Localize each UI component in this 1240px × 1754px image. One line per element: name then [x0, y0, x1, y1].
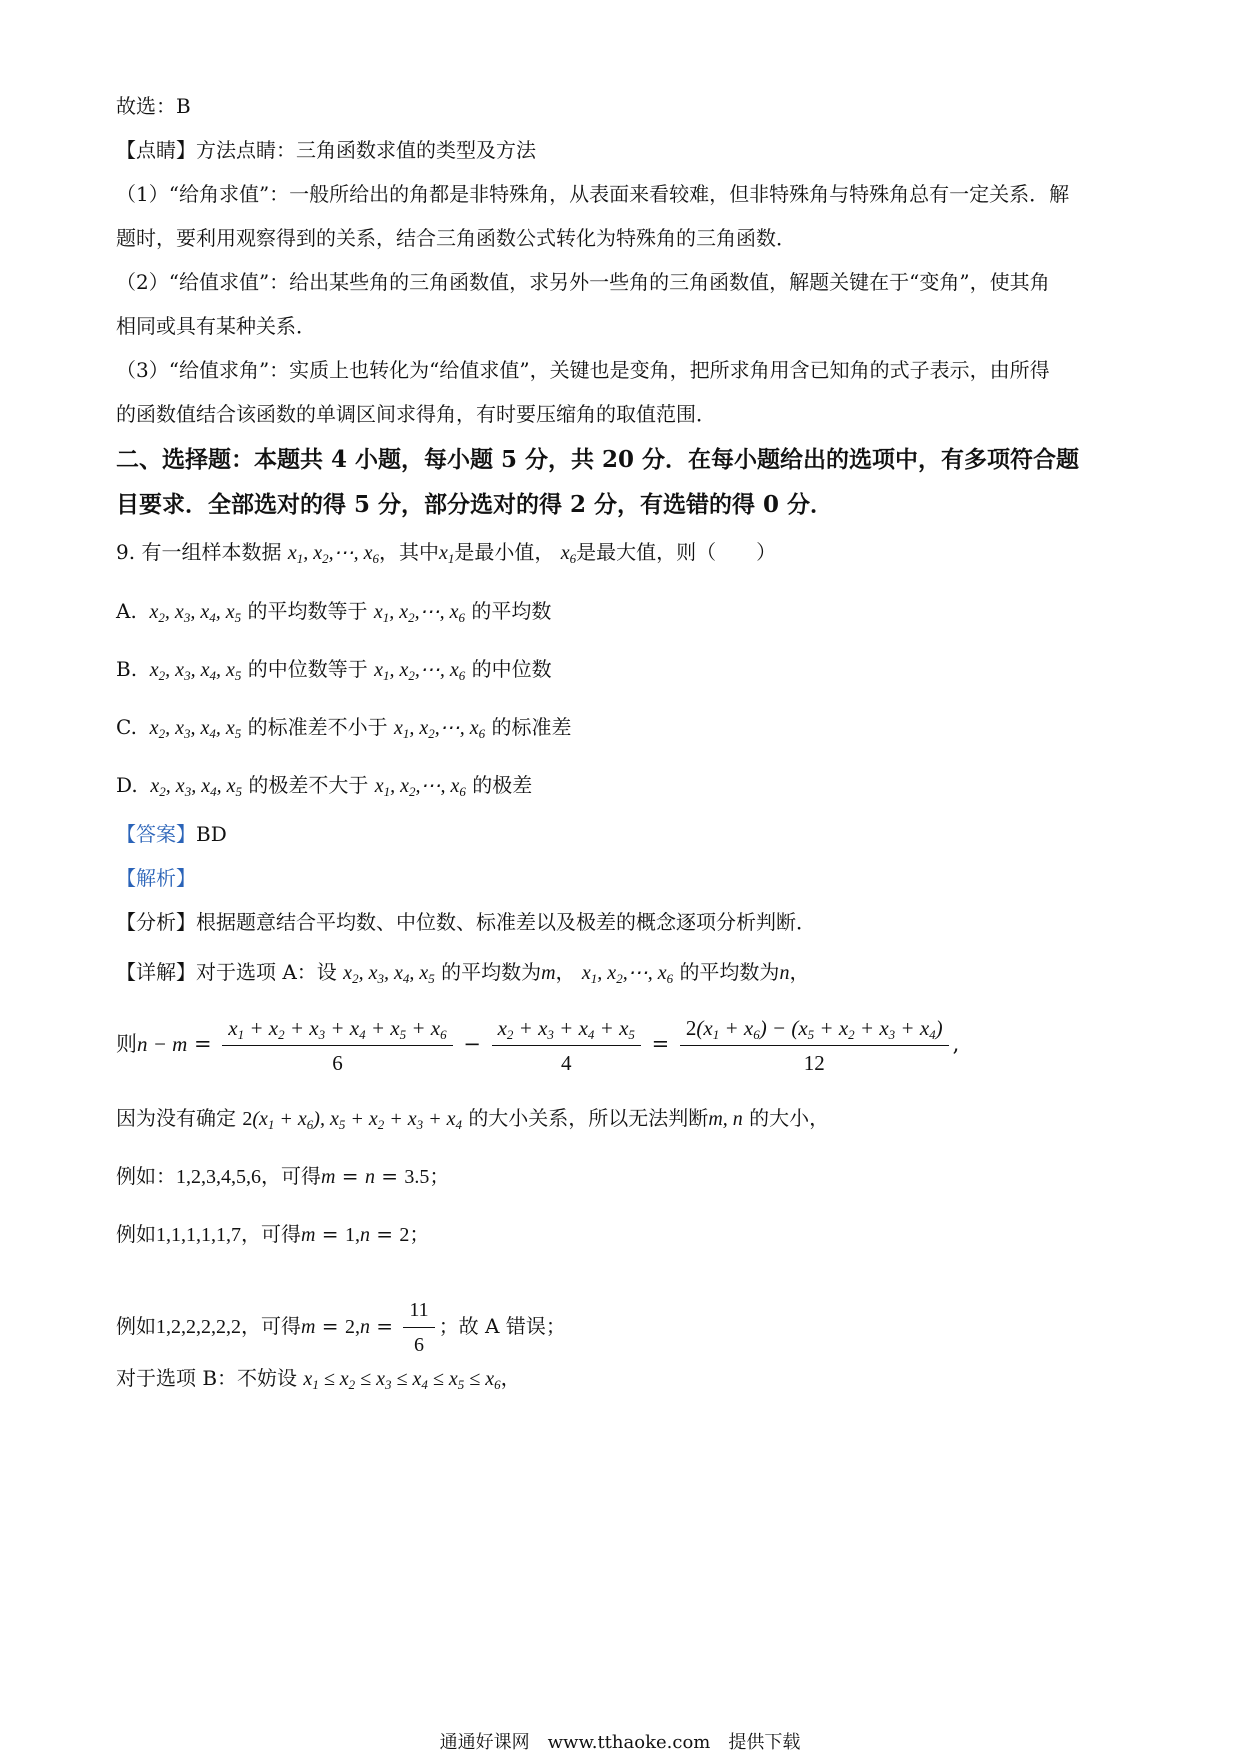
method-3-line-2: 的函数值结合该函数的单调区间求得角，有时要压缩角的取值范围．: [116, 402, 716, 426]
footer-watermark: 通通好课网 www.tthaoke.com 提供下载: [439, 1732, 801, 1753]
example-1: 例如：1,2,3,4,5,6，可得m = n = 3.5；: [116, 1164, 450, 1188]
option-c: C. $x_2$, $x_3$, $x_4$, $x_5$ 的标准差不小于 $x_1$, $x_2,\cdots$, $x_6$ 的标准差: [116, 715, 572, 741]
method-2-line-2: 相同或具有某种关系．: [116, 314, 316, 338]
method-3-line-1: （3）“给值求角”：实质上也转化为“给值求值”，关键也是变角，把所求角用含已知角的式子表示，由所得: [116, 358, 1050, 382]
fraction-difference: $\frac{2(x_1 + x_6) - (x_5 + x_2 + x_3 + x_4)}{12}$: [680, 1014, 949, 1077]
section-heading-line-1: 二、选择题：本题共 4 小题，每小题 5 分，共 20 分．在每小题给出的选项中，有多项符合题: [116, 446, 1080, 473]
detail-line-1: 【详解】对于选项 A：设 $x_2$, $x_3$, $x_4$, $x_5$ 的平均数为m， $x_1$, $x_2,\cdots$, $x_6$ 的平均数为n，: [116, 960, 810, 986]
fraction-mean-4: $\frac{x_2 + x_3 + x_4 + x_5}{4}$: [492, 1014, 641, 1077]
option-b-analysis: 对于选项 B：不妨设 $x_1 \le x_2 \le x_3 \le x_4 \le x_5 \le x_6$，: [116, 1366, 521, 1392]
section-heading-line-2: 目要求．全部选对的得 5 分，部分选对的得 2 分，有选错的得 0 分．: [116, 491, 834, 518]
option-b: B. $x_2$, $x_3$, $x_4$, $x_5$ 的中位数等于 $x_1$, $x_2,\cdots$, $x_6$ 的中位数: [116, 657, 552, 683]
example-3: 例如1,2,2,2,2,2，可得m = 2,n = $\frac{11}{6}$ ；故 A 错误；: [116, 1296, 566, 1359]
formula-line: 则n − m = $\frac{x_1 + x_2 + x_3 + x_4 + x_5 + x_6}{6}$ − $\frac{x_2 + x_3 + x_4 + x_5}{4}$ = $\frac{2(x_1 + x_6) - (x_5 + x_2 + x_3 + x_4)}{12}$ ,: [116, 1016, 960, 1075]
option-d: D. $x_2$, $x_3$, $x_4$, $x_5$ 的极差不大于 $x_1$, $x_2,\cdots$, $x_6$ 的极差: [116, 773, 533, 799]
method-1-line-1: （1）“给角求值”：一般所给出的角都是非特殊角，从表面来看较难，但非特殊角与特殊角总有一定关系．解: [116, 182, 1070, 206]
answer-value: BD: [196, 822, 227, 846]
analysis-summary: 【分析】根据题意结合平均数、中位数、标准差以及极差的概念逐项分析判断．: [116, 910, 816, 934]
example-2: 例如1,1,1,1,1,7，可得m = 1,n = 2；: [116, 1222, 430, 1246]
answer-line: [116, 820, 227, 848]
option-a: A. $x_2$, $x_3$, $x_4$, $x_5$ 的平均数等于 $x_1$, $x_2,\cdots$, $x_6$ 的平均数: [116, 599, 552, 625]
fraction-11-6: $\frac{11}{6}$: [403, 1296, 434, 1359]
because-line: 因为没有确定 $2(x_1 + x_6)$, $x_5 + x_2 + x_3 + x_4$ 的大小关系，所以无法判断m, n 的大小，: [116, 1106, 830, 1132]
dianjing-heading: 【点睛】方法点睛：三角函数求值的类型及方法: [116, 138, 536, 162]
analysis-label: 【解析】: [116, 866, 196, 890]
fraction-mean-6: $\frac{x_1 + x_2 + x_3 + x_4 + x_5 + x_6}{6}$: [222, 1014, 452, 1077]
method-2-line-1: （2）“给值求值”：给出某些角的三角函数值，求另外一些角的三角函数值，解题关键在于“变角”，使其角: [116, 270, 1050, 294]
answer-label: 【答案】: [116, 822, 196, 846]
question-9-stem: 9. 有一组样本数据 $x_1$, $x_2,\cdots$, $x_6$，其中$x_1$是最小值， $x_6$是最大值，则（ ）: [116, 540, 777, 566]
method-1-line-2: 题时，要利用观察得到的关系，结合三角函数公式转化为特殊角的三角函数．: [116, 226, 796, 250]
choice-line: 故选：B: [116, 94, 191, 118]
